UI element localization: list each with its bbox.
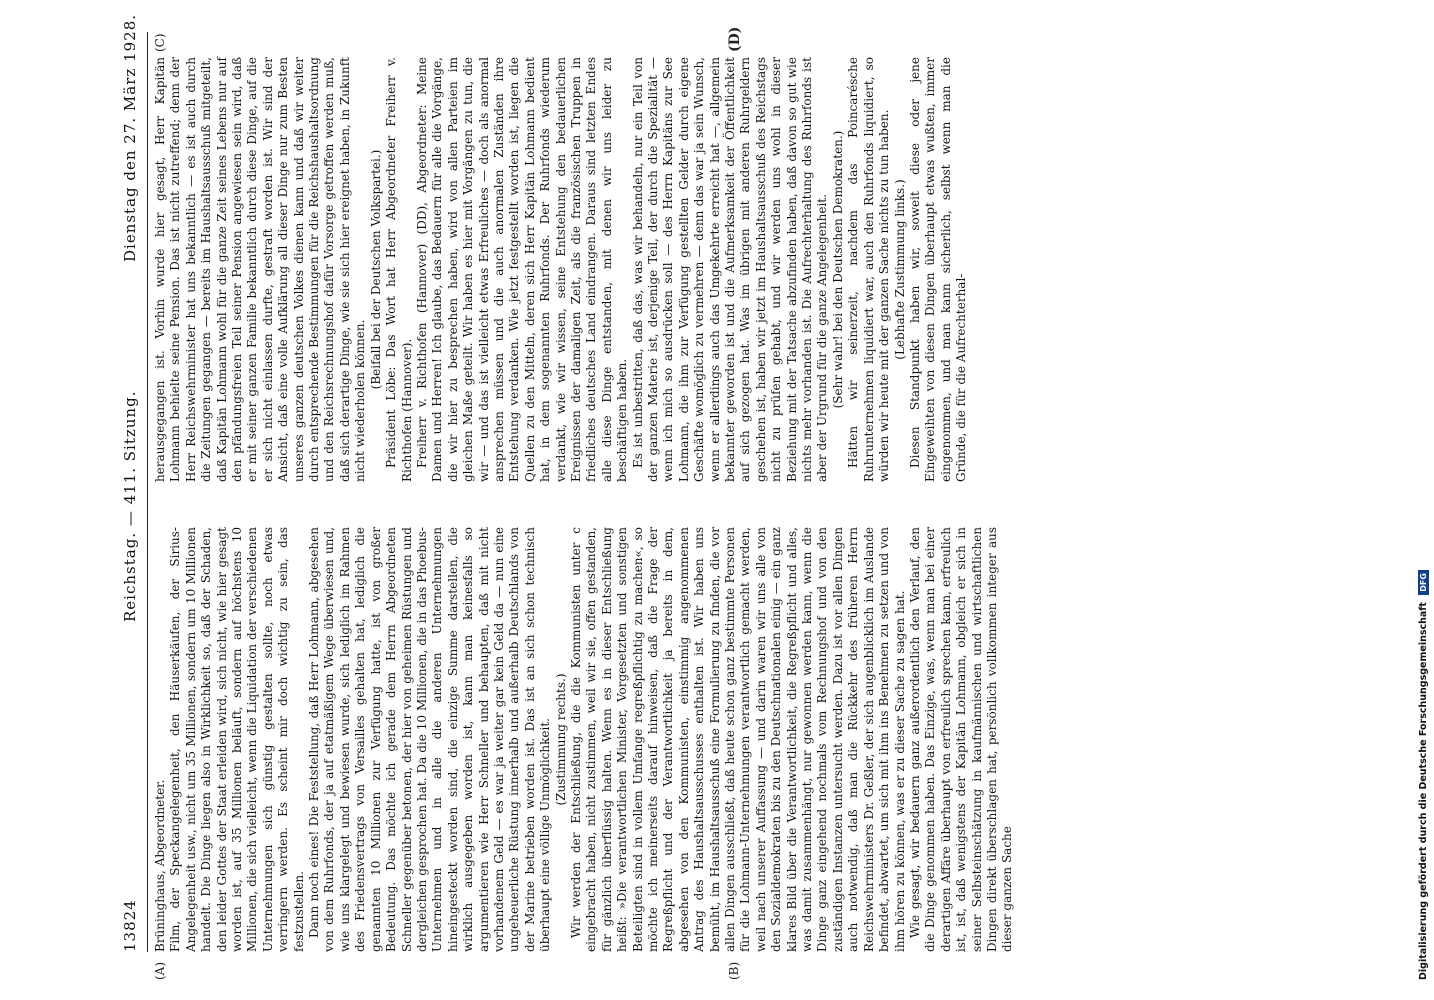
- paragraph: Es ist unbestritten, daß das, was wir behandeln, nur ein Teil von der ganzen Materie ist, derjenige Teil, der durch die Spezialität — wenn ich mich so ausdrücken soll — des Herrn Kapitäns zur See Lohmann, die ihm zur Verfügung gestellten Gelder durch eigene Geschäfte womöglich zu vermehren — denn das war ja sein Wunsch, wenn er allerdings auch das Umgekehrte erreicht hat —, allgemein bekannter geworden ist und die Aufmerksamkeit der Öffentlichkeit auf sich gezogen hat. Was im übrigen mit anderen Ruhrgeldern geschehen ist, haben wir jetzt im Haushaltsausschuß des Reichstags nicht zu prüfen gehabt, und wir werden uns wohl in dieser Beziehung mit der Tatsache abzufinden haben, daß davon so gut wie nichts mehr vorhanden ist. Die Aufrechterhaltung des Ruhrfonds ist aber der Urgrund für die ganze Angelegenheit.: [630, 57, 830, 482]
- page-title: Reichstag. — 411. Sitzung.: [121, 390, 139, 622]
- margin-marker-b: (B): [727, 961, 741, 980]
- margin-marker-a: (A): [153, 961, 167, 980]
- dfg-logo: DFG: [1418, 570, 1429, 595]
- paragraph: Wie gesagt, wir bedauern ganz außerordentlich den Verlauf, den die Dinge genommen haben. Das Einzige, was, wenn man bei einer derartigen Affäre überhaupt von erfreulich sprechen kann, erfreulich ist, ist, daß wenigstens der Kapitän Lohmann, obgleich er sich in seiner Selbsteinschätzung in kaufmännischen und wirtschaftlichen Dingen direkt überschlagen hat, persönlich vollkommen integer aus dieser ganzen Sache: [907, 527, 1015, 952]
- paragraph: Hätten wir seinerzeit, nachdem das Poincarésche Ruhrunternehmen liquidiert war, auch den Ruhrfonds liquidiert, so würden wir heute mit der ganzen Sache nichts zu tun haben.: [846, 57, 892, 482]
- left-column: [153, 527, 1016, 952]
- page-header: [117, 13, 148, 952]
- paragraph: Dann noch eines! Die Feststellung, daß Herr Lohmann, abgesehen von dem Ruhrfonds, der ja auf etatmäßigem Wege überwiesen und, wie uns klargelegt und bewiesen wurde, sich lediglich im Rahmen des Friedensvertrags von Versailles gehalten hat, lediglich die genannten 10 Millionen zur Verfügung hatte, ist von großer Bedeutung. Das möchte ich gerade dem Herrn Abgeordneten Schneller gegenüber betonen, der hier von geheimen Rüstungen und dergleichen gesprochen hat. Da die 10 Millionen, die in das Phoebus-Unternehmen und in alle die anderen Unternehmungen hineingesteckt worden sind, die einzige Summe darstellen, die wirklich ausgegeben worden ist, kann man keinesfalls so argumentieren wie Herr Schneller und behaupten, daß mit nicht vorhandenem Geld — es war ja weiter gar kein Geld da — nun eine ungeheuerliche Rüstung innerhalb und außerhalb Deutschlands von der Marine betrieben worden ist. Das ist an sich schon technisch überhaupt eine völlige Unmöglichkeit.: [307, 527, 553, 952]
- paragraph: Diesen Standpunkt haben wir, soweit diese oder jene Eingeweihten von diesen Dingen überhaupt etwas wußten, immer eingenommen, und man kann sicherlich, selbst wenn man die Gründe, die für die Aufrechterhal-: [907, 57, 969, 482]
- margin-marker-c: (C): [153, 33, 167, 52]
- interjection: (Zustimmung rechts.): [553, 673, 568, 806]
- credit-text: Digitalisierung gefördert durch die Deutsche Forschungsgemeinschaft: [1418, 602, 1429, 980]
- interjection: (Sehr wahr! bei den Deutschen Demokraten.): [830, 130, 845, 409]
- page-number: 13824: [121, 899, 139, 952]
- digitization-credit: [1418, 570, 1429, 980]
- interjection: (Beifall bei der Deutschen Volkspartei.): [368, 149, 383, 390]
- speaker-line: Brüninghaus, Abgeordneter.: [153, 779, 167, 952]
- right-column: [153, 57, 970, 482]
- margin-marker-d: (D): [727, 26, 743, 52]
- page-date: Dienstag den 27. März 1928.: [121, 13, 139, 262]
- interjection: (Lebhafte Zustimmung links.): [892, 179, 907, 360]
- paragraph: Präsident Löbe: Das Wort hat Herr Abgeordneter Freiherr v. Richthofen (Hannover).: [384, 57, 414, 482]
- paragraph: Wir werden der Entschließung, die die Kommunisten unter c eingebracht haben, nicht zustimmen, weil wir sie, offen gestanden, für gänzlich überflüssig halten. Wenn es in dieser Entschließung heißt: »Die verantwortlichen Minister, Vorgesetzten und sonstigen Beteiligten sind in vollem Umfange regreßpflichtig zu machen«, so möchte ich meinerseits darauf hinweisen, daß die Frage der Regreßpflicht und der Verantwortlichkeit ja bereits in dem, abgesehen von den Kommunisten, einstimmig angenommenen Antrag des Haushaltsausschusses enthalten ist. Wir haben uns bemüht, im Haushaltsausschuß eine Formulierung zu finden, die vor allen Dingen ausschließt, daß heute schon ganz bestimmte Personen für die Lohmann-Unternehmungen verantwortlich gemacht werden, weil nach unserer Auffassung — und darin waren wir uns alle von den Sozialdemokraten bis zu den Deutschnationalen einig — ein ganz klares Bild über die Verantwortlichkeit, die Regreßpflicht und alles, was damit zusammenhängt, nur gewonnen werden kann, wenn die Dinge ganz eingehend nochmals vom Rechnungshof und von den zuständigen Instanzen untersucht werden. Dazu ist vor allen Dingen auch notwendig, daß man die Rückkehr des früheren Herrn Reichswehrministers Dr. Geßler, der sich augenblicklich im Auslande befindet, abwartet, um sich mit ihm ins Benehmen zu setzen und von ihm hören zu können, was er zu dieser Sache zu sagen hat.: [568, 527, 907, 952]
- paragraph: Freiherr v. Richthofen (Hannover) (DD), Abgeordneter: Meine Damen und Herren! Ich glaube, das Bedauern für alle die Vorgänge, die wir hier zu besprechen haben, wird von allen Parteien im gleichen Maße geteilt. Wir haben es hier mit Vorgängen zu tun, die wir — und das ist vielleicht etwas Erfreuliches — doch als anormal ansprechen müssen und die auch anormalen Zuständen ihre Entstehung verdanken. Wie jetzt festgestellt worden ist, liegen die Quellen zu den Mitteln, deren sich Herr Kapitän Lohmann bedient hat, in dem sogenannten Ruhrfonds. Der Ruhrfonds wiederum verdankt, wie wir wissen, seine Entstehung den bedauerlichen Ereignissen der damaligen Zeit, als die französischen Truppen in friedliches deutsches Land eindrangen. Daraus sind letzten Endes alle diese Dinge entstanden, mit denen wir uns leider zu beschäftigen haben.: [414, 57, 630, 482]
- paragraph: herausgegangen ist. Vorhin wurde hier gesagt, Herr Kapitän Lohmann behielte seine Pension. Das ist nicht zutreffend; denn der Herr Reichswehrminister hat uns bekanntlich — es ist auch durch die Zeitungen gegangen — bereits im Haushaltsausschuß mitgeteilt, daß Kapitän Lohmann wohl für die ganze Zeit seines Lebens nur auf den pfändungsfreien Teil seiner Pension angewiesen sein wird, daß er mit seiner ganzen Familie bekanntlich durch diese Dinge, auf die er sich nicht einlassen durfte, gestraft worden ist. Wir sind der Ansicht, daß eine volle Aufklärung all dieser Dinge nur zum Besten unseres ganzen deutschen Volkes dienen kann und daß wir weiter durch entsprechende Bestimmungen für die Reichshaushaltsordnung und den Reichsrechnungshof dafür Vorsorge getroffen werden muß, daß sich derartige Dinge, wie sie sich hier ereignet haben, in Zukunft nicht wiederholen können.: [153, 57, 368, 482]
- paragraph: Film, der Speckangelegenheit, den Häuserkäufen, der Sirius-Angelegenheit usw., nicht um 35 Millionen, sondern um 10 Millionen handelt. Die Dinge liegen also in Wirklichkeit so, daß der Schaden, den leider Gottes der Staat erleiden wird, sich nicht, wie hier gesagt worden ist, auf 35 Millionen beläuft, sondern auf höchstens 10 Millionen, die sich vielleicht, wenn die Liquidation der verschiedenen Unternehmungen sich günstig gestalten sollte, noch etwas verringern werden. Es scheint mir doch wichtig zu sein, das festzustellen.: [168, 527, 306, 952]
- rotated-page: [117, 13, 1317, 980]
